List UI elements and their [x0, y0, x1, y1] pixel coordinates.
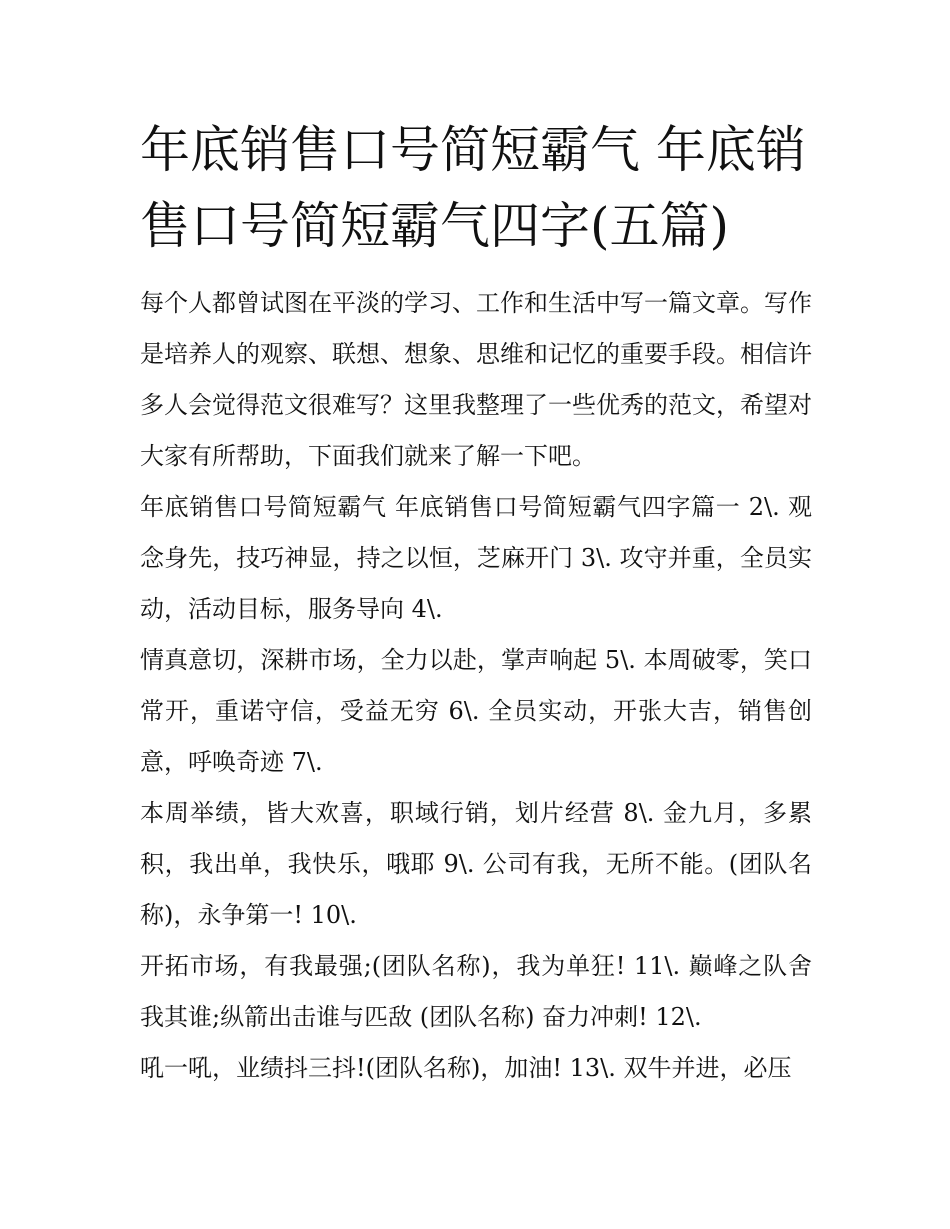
paragraph-5: 吼一吼，业绩抖三抖!(团队名称)，加油! 13\. 双牛并进，必压: [140, 1054, 792, 1082]
paragraph-4: 开拓市场，有我最强;(团队名称)，我为单狂! 11\. 巅峰之队舍我其谁;纵箭出击谁与匹敌 (团队名称) 奋力冲刺! 12\.: [140, 952, 812, 1031]
paragraph-3: 本周举绩，皆大欢喜，职域行销，划片经营 8\. 金九月，多累积，我出单，我快乐，哦耶 9\. 公司有我，无所不能。(团队名称)，永争第一! 10\.: [140, 799, 812, 929]
document-title: 年底销售口号简短霸气 年底销售口号简短霸气四字(五篇): [140, 121, 806, 255]
paragraph-2: 情真意切，深耕市场，全力以赴，掌声响起 5\. 本周破零，笑口常开，重诺守信，受益无穷 6\. 全员实动，开张大吉，销售创意，呼唤奇迹 7\.: [140, 646, 812, 776]
paragraph-1: 年底销售口号简短霸气 年底销售口号简短霸气四字篇一 2\. 观念身先，技巧神显，持之以恒，芝麻开门 3\. 攻守并重，全员实动，活动目标，服务导向 4\.: [140, 493, 812, 623]
document-body: [140, 278, 812, 1094]
paragraph-intro: 每个人都曾试图在平淡的学习、工作和生活中写一篇文章。写作是培养人的观察、联想、想象、思维和记忆的重要手段。相信许多人会觉得范文很难写？这里我整理了一些优秀的范文，希望对大家有所帮助，下面我们就来了解一下吧。: [140, 289, 812, 470]
